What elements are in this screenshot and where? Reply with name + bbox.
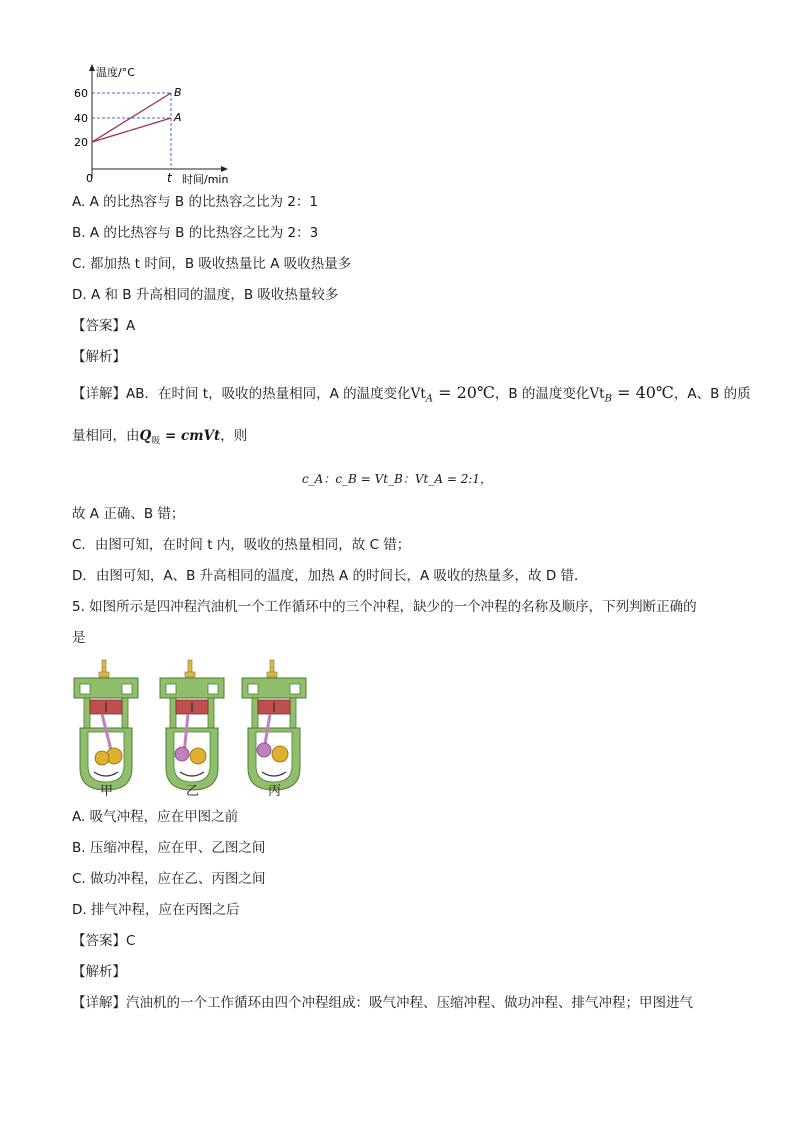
- y-axis-label: 温度/°C: [96, 66, 135, 79]
- t-label: t: [167, 171, 172, 185]
- detail-1-pre: 【详解】AB．在时间 t，吸收的热量相同，A 的温度变化: [72, 386, 411, 402]
- q5-answer: 【答案】C: [72, 933, 136, 949]
- q4-option-c: C. 都加热 t 时间，B 吸收热量比 A 吸收热量多: [72, 256, 352, 272]
- q5-option-c: C. 做功冲程，应在乙、丙图之间: [72, 871, 266, 887]
- formula-rhs: = cmVt: [160, 428, 221, 444]
- origin-label: 0: [86, 172, 93, 185]
- delta-b: Vt: [589, 386, 605, 402]
- delta-b-sub: B: [604, 393, 612, 405]
- label-A: A: [174, 111, 182, 124]
- q5-option-a: A. 吸气冲程，应在甲图之前: [72, 809, 239, 825]
- line-A: [92, 118, 171, 142]
- detail-1-mid: ，B 的温度变化: [494, 386, 590, 402]
- detail-1-post: ，A、B 的质: [673, 386, 751, 402]
- q4-analysis-heading: 【解析】: [72, 349, 126, 365]
- engine-label-bing: 丙: [268, 784, 282, 799]
- center-formula: c_A：c_B = Vt_B：Vt_A = 2:1，: [301, 472, 493, 486]
- y-tick-20: 20: [74, 136, 88, 149]
- x-axis-arrow: [221, 166, 228, 172]
- engine-label-yi: 乙: [186, 784, 200, 799]
- label-B: B: [174, 86, 182, 99]
- q4-option-d: D. A 和 B 升高相同的温度，B 吸收热量较多: [72, 287, 339, 303]
- delta-a-sub: A: [425, 393, 434, 405]
- q4-option-b: B. A 的比热容与 B 的比热容之比为 2：3: [72, 225, 319, 241]
- formula-q-sub: 吸: [151, 436, 161, 447]
- delta-b-value: = 40℃: [611, 383, 674, 402]
- engine-yi: [160, 660, 224, 790]
- q4-detail-line-2: [72, 427, 247, 451]
- q4-line-3: 故 A 正确、B 错；: [72, 506, 185, 522]
- delta-a-value: = 20℃: [433, 383, 495, 402]
- q4-detail-line-1: [72, 384, 751, 409]
- engine-bing: [242, 660, 306, 790]
- q4-option-a: A. A 的比热容与 B 的比热容之比为 2：1: [72, 194, 318, 210]
- delta-a: Vt: [410, 386, 426, 402]
- engine-jia: [74, 660, 138, 790]
- y-tick-60: 60: [74, 87, 88, 100]
- q4-line-5: D．由图可知，A、B 升高相同的温度，加热 A 的时间长，A 吸收的热量多，故 D 错．: [72, 568, 588, 584]
- temperature-time-chart: [66, 58, 246, 188]
- engine-strokes-figure: [70, 658, 320, 798]
- q5-option-d: D. 排气冲程，应在丙图之后: [72, 902, 240, 918]
- x-axis-label: 时间/min: [182, 173, 229, 186]
- q4-answer: 【答案】A: [72, 318, 136, 334]
- q4-line-4: C．由图可知，在时间 t 内，吸收的热量相同，故 C 错；: [72, 537, 411, 553]
- y-tick-40: 40: [74, 112, 88, 125]
- y-axis-arrow: [89, 64, 95, 71]
- q5-stem-2: 是: [72, 630, 86, 646]
- formula-q: Q: [139, 428, 152, 444]
- q5-option-b: B. 压缩冲程，应在甲、乙图之间: [72, 840, 266, 856]
- detail-2-pre: 量相同，由: [72, 428, 140, 444]
- detail-2-post: ，则: [220, 428, 248, 444]
- q5-analysis-heading: 【解析】: [72, 964, 126, 980]
- q5-stem-1: 5. 如图所示是四冲程汽油机一个工作循环中的三个冲程，缺少的一个冲程的名称及顺序，下列判断正确的: [72, 599, 697, 615]
- engine-label-jia: 甲: [100, 784, 114, 799]
- q5-detail: 【详解】汽油机的一个工作循环由四个冲程组成：吸气冲程、压缩冲程、做功冲程、排气冲程；甲图进气: [72, 995, 693, 1011]
